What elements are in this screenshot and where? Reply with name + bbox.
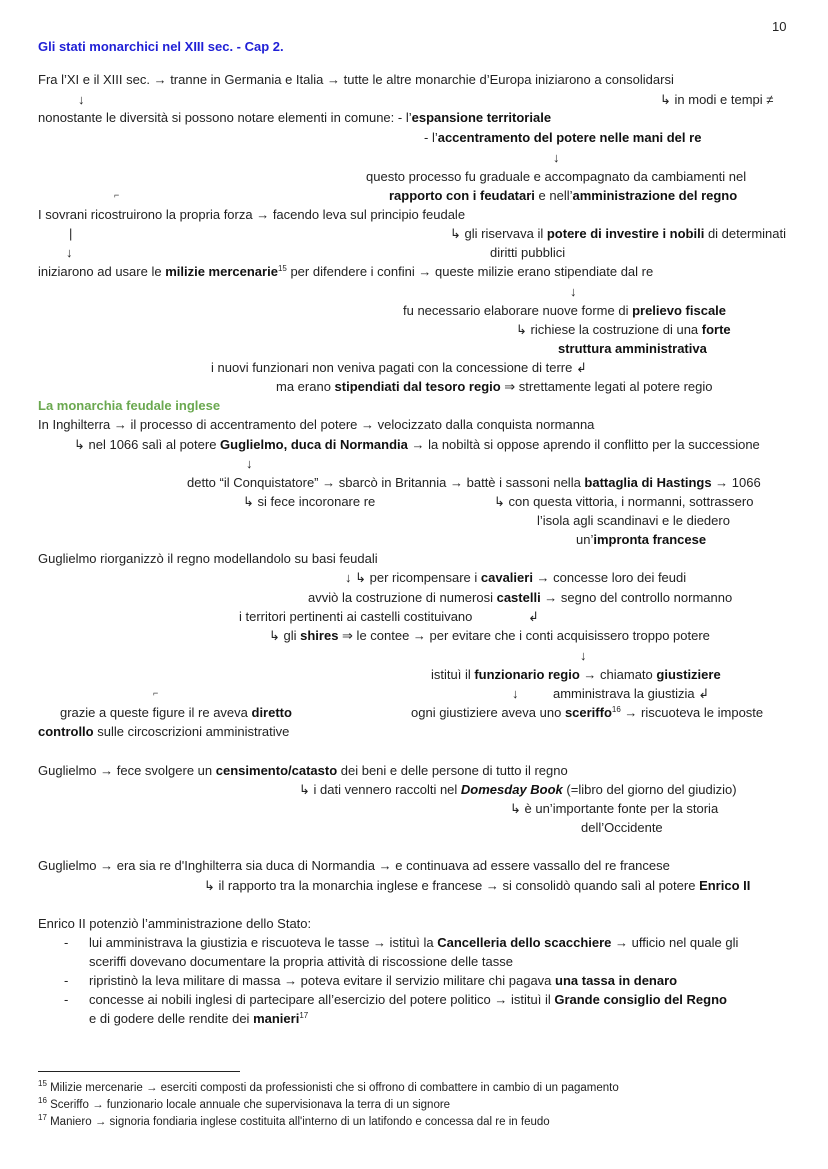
text-segment: i nuovi funzionari non veniva pagati con la concessione di terre ↲ [211,360,587,375]
text-line [38,71,674,89]
text-segment: un’ [576,532,594,547]
bold-text: prelievo fiscale [632,303,727,318]
text-line [204,877,750,895]
bold-text: manieri [253,1011,300,1026]
text-line [389,187,737,205]
text-segment: → riscuoteva le imposte [620,705,764,720]
text-segment: ↳ richiese la costruzione di una [516,322,702,337]
text-segment: amministrava la giustizia ↲ [553,686,710,701]
text-segment: Gli stati monarchici nel XIII sec. - Cap 2. [38,39,284,54]
arrow-down [78,91,85,109]
text-segment: ripristinò la leva militare di massa → poteva evitare il servizio militare chi pagava [89,973,556,988]
text-segment: → la nobiltà si oppose aprendo il conflitto per la successione [407,437,760,452]
list-item [89,972,677,990]
text-segment: ↓ [246,456,253,471]
text-segment: → segno del controllo normanno [540,590,733,605]
footnote-ref: 15 [277,264,287,273]
text-line [38,109,551,127]
text-segment: fu necessario elaborare nuove forme di [403,303,633,318]
text-segment: ↳ è un’importante fonte per la storia [510,801,719,816]
text-segment: istituì il [431,667,475,682]
text-line [38,206,465,224]
text-segment: ⇒ strettamente legati al potere regio [500,379,713,394]
text-segment: ↓ [580,648,587,663]
text-segment: ↳ in modi e tempi ≠ [660,92,774,107]
text-segment: i territori pertinenti ai castelli costituivano [239,609,473,624]
text-segment: ↳ con questa vittoria, i normanni, sottrassero [494,494,754,509]
text-line [38,915,311,933]
list-item [89,934,738,952]
text-line [553,685,709,703]
text-segment: - [64,992,69,1007]
text-segment: ↳ i dati vennero raccolti nel [299,782,461,797]
text-segment: I sovrani ricostruirono la propria forza → facendo leva sul principio feudale [38,207,466,222]
bold-text: censimento/catasto [215,763,338,778]
text-line [558,340,707,358]
arrow-down [512,685,519,703]
text-segment: di determinati [704,226,786,241]
text-segment: sulle circoscrizioni amministrative [93,724,290,739]
text-segment: Guglielmo riorganizzò il regno modellandolo su basi feudali [38,551,378,566]
text-segment: ↓ ↳ per ricompensare i [345,570,481,585]
text-segment: ↳ il rapporto tra la monarchia inglese e francese → si consolidò quando salì al potere [204,878,700,893]
arrow-down [570,283,577,301]
text-segment: Guglielmo → era sia re d'Inghilterra sia duca di Normandia → e continuava ad essere vassallo del re francese [38,858,670,873]
bold-text: stipendiati dal tesoro regio [334,379,501,394]
footnote-ref: 17 [299,1011,309,1020]
text-segment: Fra l’XI e il XIII sec. → tranne in Germania e Italia → tutte le altre monarchie d’Europa iniziarono a consolidarsi [38,72,674,87]
text-segment: (=libro del giorno del giudizio) [562,782,737,797]
bold-text: rapporto con i feudatari [389,188,535,203]
text-line [243,493,375,511]
text-segment: Sceriffo → funzionario locale annuale che supervisionava la terra di un signore [46,1099,451,1111]
arrow-return [528,608,539,626]
text-segment: - [64,935,69,950]
bold-text: shires [300,628,339,643]
bold-text: giustiziere [656,667,721,682]
text-segment: iniziarono ad usare le [38,264,166,279]
text-segment: concesse ai nobili inglesi di partecipare all’esercizio del potere politico → istituì il [89,992,555,1007]
list-item-continuation [89,953,513,971]
text-segment: ↳ gli [269,628,301,643]
text-segment: → chiamato [579,667,657,682]
text-segment: ↳ si fece incoronare re [243,494,376,509]
bold-text: controllo [38,724,94,739]
footnote-ref: 16 [38,1096,47,1105]
section-heading [38,397,220,415]
text-segment: l’isola agli scandinavi e le diedero [537,513,730,528]
text-line [345,569,686,587]
text-line [581,819,663,837]
text-segment: In Inghilterra → il processo di accentramento del potere → velocizzato dalla conquista normanna [38,417,595,432]
text-segment: ↓ [66,245,73,260]
footnote-ref: 15 [38,1079,47,1088]
text-segment: sceriffi dovevano documentare la propria attività di riscossione delle tasse [89,954,513,969]
text-segment: ↳ gli riservava il [450,226,547,241]
text-segment: - [64,973,69,988]
text-line [308,589,732,607]
text-segment: Maniero → signoria fondiaria inglese costituita all'interno di un latifondo e concessa dal re in feudo [46,1116,550,1128]
text-segment: → 1066 [711,475,761,490]
text-segment: La monarchia feudale inglese [38,398,221,413]
bold-text: sceriffo [564,705,612,720]
text-segment: avviò la costruzione di numerosi [308,590,497,605]
text-line [403,302,726,320]
footnote-divider [38,1071,240,1072]
text-segment: ↓ [78,92,85,107]
arrow-down [66,244,73,262]
bold-text: Grande consiglio del Regno [554,992,727,1007]
footnote [38,1079,619,1097]
arrow-down [580,647,587,665]
bold-text: una tassa in denaro [555,973,678,988]
text-segment: ↓ [512,686,519,701]
bold-text: diretto [251,705,292,720]
bold-text: battaglia di Hastings [584,475,712,490]
text-segment: ↓ [570,284,577,299]
text-segment: | [69,226,73,241]
text-line [38,550,378,568]
bold-text: cavalieri [480,570,533,585]
text-segment: nonostante le diversità si possono notare elementi in comune: - l’ [38,110,412,125]
text-segment: grazie a queste figure il re aveva [60,705,252,720]
text-segment: Enrico II potenziò l’amministrazione dello Stato: [38,916,312,931]
bullet [64,972,68,990]
bold-text: potere di investire i nobili [546,226,705,241]
bold-text: impronta francese [593,532,707,547]
text-segment: diritti pubblici [490,245,566,260]
bold-text: struttura amministrativa [558,341,707,356]
text-line [494,493,753,511]
text-segment: Milizie mercenarie → eserciti composti da professionisti che si offrono di combattere in cambio di un pagamento [46,1082,619,1094]
text-line [60,704,292,722]
text-line [516,321,731,339]
corner-mark: ⌐ [153,688,159,698]
bold-text: amministrazione del regno [572,188,738,203]
bold-text: Guglielmo, duca di Normandia [220,437,408,452]
text-segment: dei beni e delle persone di tutto il regno [337,763,568,778]
bold-text: forte [701,322,731,337]
text-segment: ↲ [528,609,539,624]
text-segment: - l’ [424,130,438,145]
bold-text: castelli [496,590,541,605]
text-segment: e nell’ [534,188,573,203]
text-line [38,857,670,875]
bullet [64,934,68,952]
text-segment: dell’Occidente [581,820,663,835]
text-line [269,627,710,645]
text-segment: Guglielmo → fece svolgere un [38,763,216,778]
list-item-continuation [89,1010,308,1028]
bullet [64,991,68,1009]
list-item [89,991,727,1009]
text-segment: ogni giustiziere aveva uno [411,705,565,720]
bold-text: accentramento del potere nelle mani del re [437,130,702,145]
text-segment: lui amministrava la giustizia e riscuoteva le tasse → istituì la [89,935,438,950]
text-line [74,436,760,454]
text-segment: ma erano [276,379,335,394]
text-line [431,666,721,684]
text-segment: per difendere i confini → queste milizie erano stipendiate dal re [286,264,654,279]
bold-text: Cancelleria dello scacchiere [437,935,612,950]
text-segment: e di godere delle rendite dei [89,1011,254,1026]
text-line [299,781,737,799]
text-line [38,263,653,281]
text-segment: ⇒ le contee → per evitare che i conti acquisissero troppo potere [338,628,710,643]
text-segment: → ufficio nel quale gli [611,935,739,950]
text-line [411,704,763,722]
connector-line [69,225,72,243]
bold-text: Domesday Book [460,782,563,797]
footnote [38,1113,550,1131]
text-line [187,474,761,492]
text-line [276,378,712,396]
text-segment: detto “il Conquistatore” → sbarcò in Britannia → battè i sassoni nella [187,475,585,490]
bold-text: milizie mercenarie [165,264,278,279]
footnote-ref: 16 [611,705,621,714]
text-line [424,129,701,147]
text-line [239,608,472,626]
corner-mark: ⌐ [114,190,120,200]
text-line [576,531,706,549]
text-segment: ↓ [553,150,560,165]
text-line [660,91,773,109]
arrow-down [246,455,253,473]
text-line [537,512,730,530]
text-segment: questo processo fu graduale e accompagnato da cambiamenti nel [366,169,747,184]
text-line [38,723,289,741]
bold-text: funzionario regio [474,667,580,682]
text-segment: ↳ nel 1066 salì al potere [74,437,221,452]
bold-text: Enrico II [699,878,751,893]
text-line [366,168,746,186]
bold-text: espansione territoriale [411,110,552,125]
text-line [490,244,565,262]
text-line [211,359,587,377]
chapter-title [38,38,284,56]
text-line [510,800,718,818]
footnote [38,1096,450,1114]
page-number: 10 [772,19,787,34]
text-line [38,762,568,780]
text-line [38,416,594,434]
text-line [450,225,786,243]
arrow-down [553,149,560,167]
footnote-ref: 17 [38,1113,47,1122]
text-segment: → concesse loro dei feudi [532,570,687,585]
